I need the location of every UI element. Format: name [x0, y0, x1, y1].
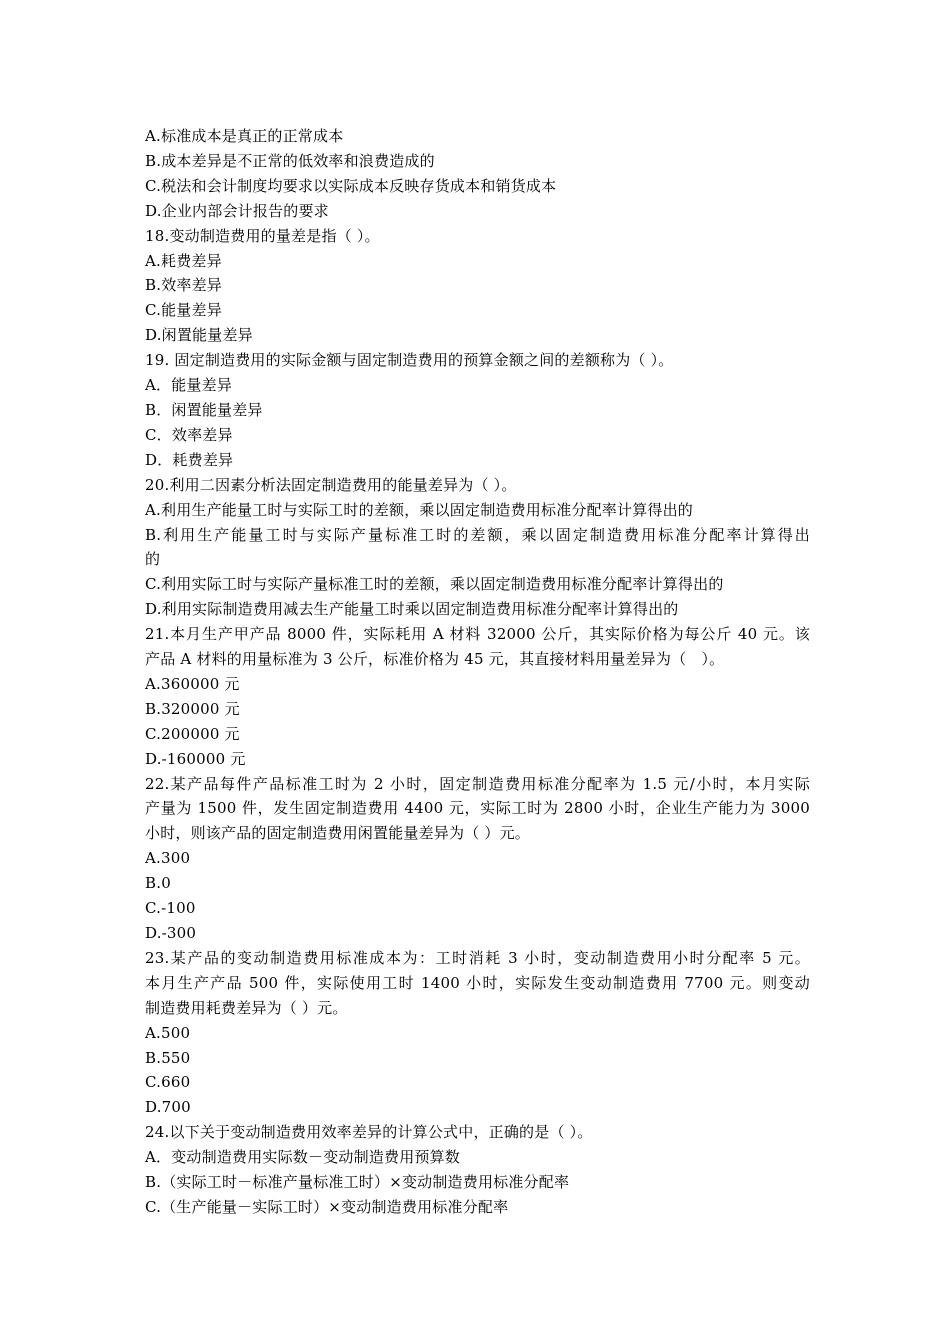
- option-text: A.利用生产能量工时与实际工时的差额，乘以固定制造费用标准分配率计算得出的: [145, 500, 694, 519]
- option-text: A.300: [145, 849, 191, 868]
- option-text: D.-160000 元: [145, 749, 246, 768]
- option-text: C.660: [145, 1073, 191, 1092]
- question-text: 产品 A 材料的用量标准为 3 公斤，标准价格为 45 元，其直接材料用量差异为（ ）。: [145, 650, 725, 669]
- option-text: B.（实际工时－标准产量标准工时）×变动制造费用标准分配率: [145, 1173, 570, 1192]
- option-text: A.标准成本是真正的正常成本: [145, 127, 344, 145]
- option-text: C.利用实际工时与实际产量标准工时的差额，乘以固定制造费用标准分配率计算得出的: [145, 575, 724, 594]
- question-text: 21.本月生产甲产品 8000 件，实际耗用 A 材料 32000 公斤，其实际价格为每公斤 40 元。该: [145, 625, 810, 644]
- question-text: 小时，则该产品的固定制造费用闲置能量差异为（ ）元。: [145, 824, 530, 843]
- option-text: A.耗费差异: [145, 251, 222, 270]
- option-text: A.500: [145, 1023, 191, 1042]
- document-page: [145, 124, 810, 1220]
- option-text: A．变动制造费用实际数－变动制造费用预算数: [145, 1148, 461, 1167]
- question-text: 19. 固定制造费用的实际金额与固定制造费用的预算金额之间的差额称为（ ）。: [145, 351, 674, 370]
- question-text: 23.某产品的变动制造费用标准成本为：工时消耗 3 小时，变动制造费用小时分配率 5 元。: [145, 948, 810, 967]
- option-text: B．闲置能量差异: [145, 400, 263, 419]
- question-text: 22.某产品每件产品标准工时为 2 小时，固定制造费用标准分配率为 1.5 元/小时，本月实际: [145, 774, 810, 793]
- option-text: B.550: [145, 1048, 191, 1067]
- option-text: C.（生产能量－实际工时）×变动制造费用标准分配率: [145, 1197, 509, 1216]
- option-text: C.能量差异: [145, 301, 222, 320]
- option-text: C.税法和会计制度均要求以实际成本反映存货成本和销货成本: [145, 176, 557, 195]
- question-text: 本月生产产品 500 件，实际使用工时 1400 小时，实际发生变动制造费用 7700 元。则变动: [145, 973, 810, 992]
- option-text: D.700: [145, 1098, 191, 1117]
- option-text: B.0: [145, 874, 171, 893]
- option-text: B.320000 元: [145, 699, 240, 718]
- option-text: B.效率差异: [145, 276, 222, 295]
- option-text: A.360000 元: [145, 674, 240, 693]
- option-text: D.利用实际制造费用减去生产能量工时乘以固定制造费用标准分配率计算得出的: [145, 600, 679, 619]
- option-text: D.企业内部会计报告的要求: [145, 201, 329, 220]
- question-text: 24.以下关于变动制造费用效率差异的计算公式中，正确的是（ ）。: [145, 1123, 593, 1142]
- option-text: C．效率差异: [145, 425, 233, 444]
- option-text: A．能量差异: [145, 376, 233, 395]
- option-text: D.-300: [145, 924, 197, 942]
- question-text: 20.利用二因素分析法固定制造费用的能量差异为（ ）。: [145, 475, 517, 494]
- option-text: D．耗费差异: [145, 450, 234, 469]
- option-text: C.-100: [145, 899, 196, 918]
- question-text: 制造费用耗费差异为（ ）元。: [145, 998, 348, 1017]
- option-text: C.200000 元: [145, 724, 240, 743]
- option-text: B.成本差异是不正常的低效率和浪费造成的: [145, 151, 435, 170]
- option-text: 的: [145, 550, 161, 569]
- question-text: 18.变动制造费用的量差是指（ ）。: [145, 226, 380, 245]
- question-text: 产量为 1500 件，发生固定制造费用 4400 元，实际工时为 2800 小时，企业生产能力为 3000: [145, 799, 810, 818]
- option-text: D.闲置能量差异: [145, 326, 253, 345]
- option-text: B.利用生产能量工时与实际产量标准工时的差额，乘以固定制造费用标准分配率计算得出: [145, 525, 810, 544]
